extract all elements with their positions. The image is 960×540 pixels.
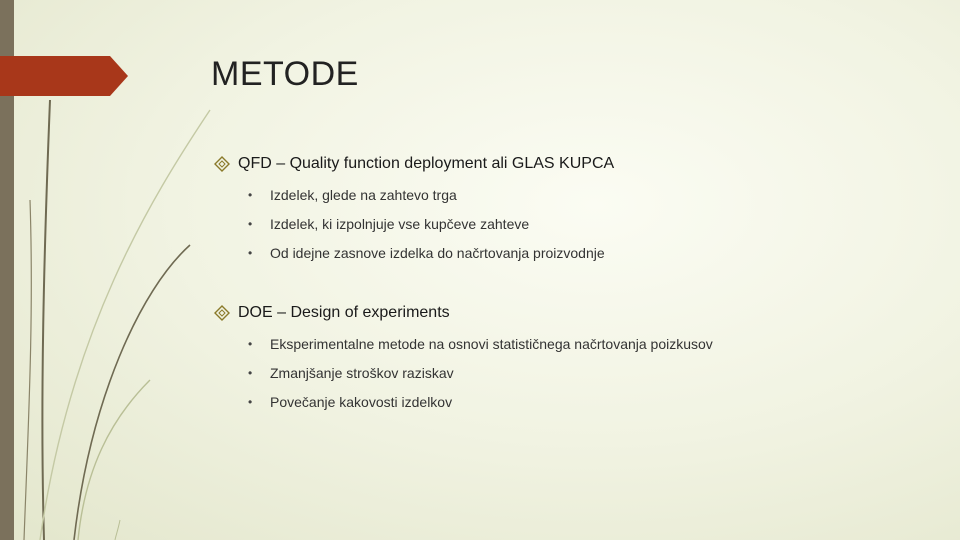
list-item <box>214 387 713 416</box>
list-item <box>214 238 614 267</box>
bullet-dot: • <box>248 336 253 351</box>
bullet-text: Od idejne zasnove izdelka do načrtovanja proizvodnje <box>270 244 605 261</box>
bullet-text: Izdelek, ki izpolnjuje vse kupčeve zahteve <box>270 215 530 232</box>
title-accent-tab <box>0 56 128 96</box>
bullet-dot: • <box>248 187 253 202</box>
bullet-text: Zmanjšanje stroškov raziskav <box>270 364 454 381</box>
bullet-text: Povečanje kakovosti izdelkov <box>270 393 453 410</box>
bullet-list <box>214 329 713 416</box>
bullet-dot: • <box>248 245 253 260</box>
bullet-text: Eksperimentalne metode na osnovi statističnega načrtovanja poizkusov <box>270 335 713 352</box>
section-heading-row <box>214 153 614 175</box>
section-qfd <box>214 153 614 267</box>
diamond-icon <box>214 156 230 172</box>
list-item <box>214 358 713 387</box>
list-item <box>214 209 614 238</box>
list-item <box>214 180 614 209</box>
bullet-dot: • <box>248 216 253 231</box>
diamond-icon <box>214 305 230 321</box>
slide-title: METODE <box>211 55 359 93</box>
list-item <box>214 329 713 358</box>
bullet-dot: • <box>248 394 253 409</box>
bullet-list <box>214 180 614 267</box>
section-doe <box>214 302 713 416</box>
bullet-dot: • <box>248 365 253 380</box>
section-heading: QFD – Quality function deployment ali GLAS KUPCA <box>238 155 615 172</box>
bullet-text: Izdelek, glede na zahtevo trga <box>270 186 457 203</box>
section-heading-row <box>214 302 713 324</box>
section-heading: DOE – Design of experiments <box>238 304 450 321</box>
